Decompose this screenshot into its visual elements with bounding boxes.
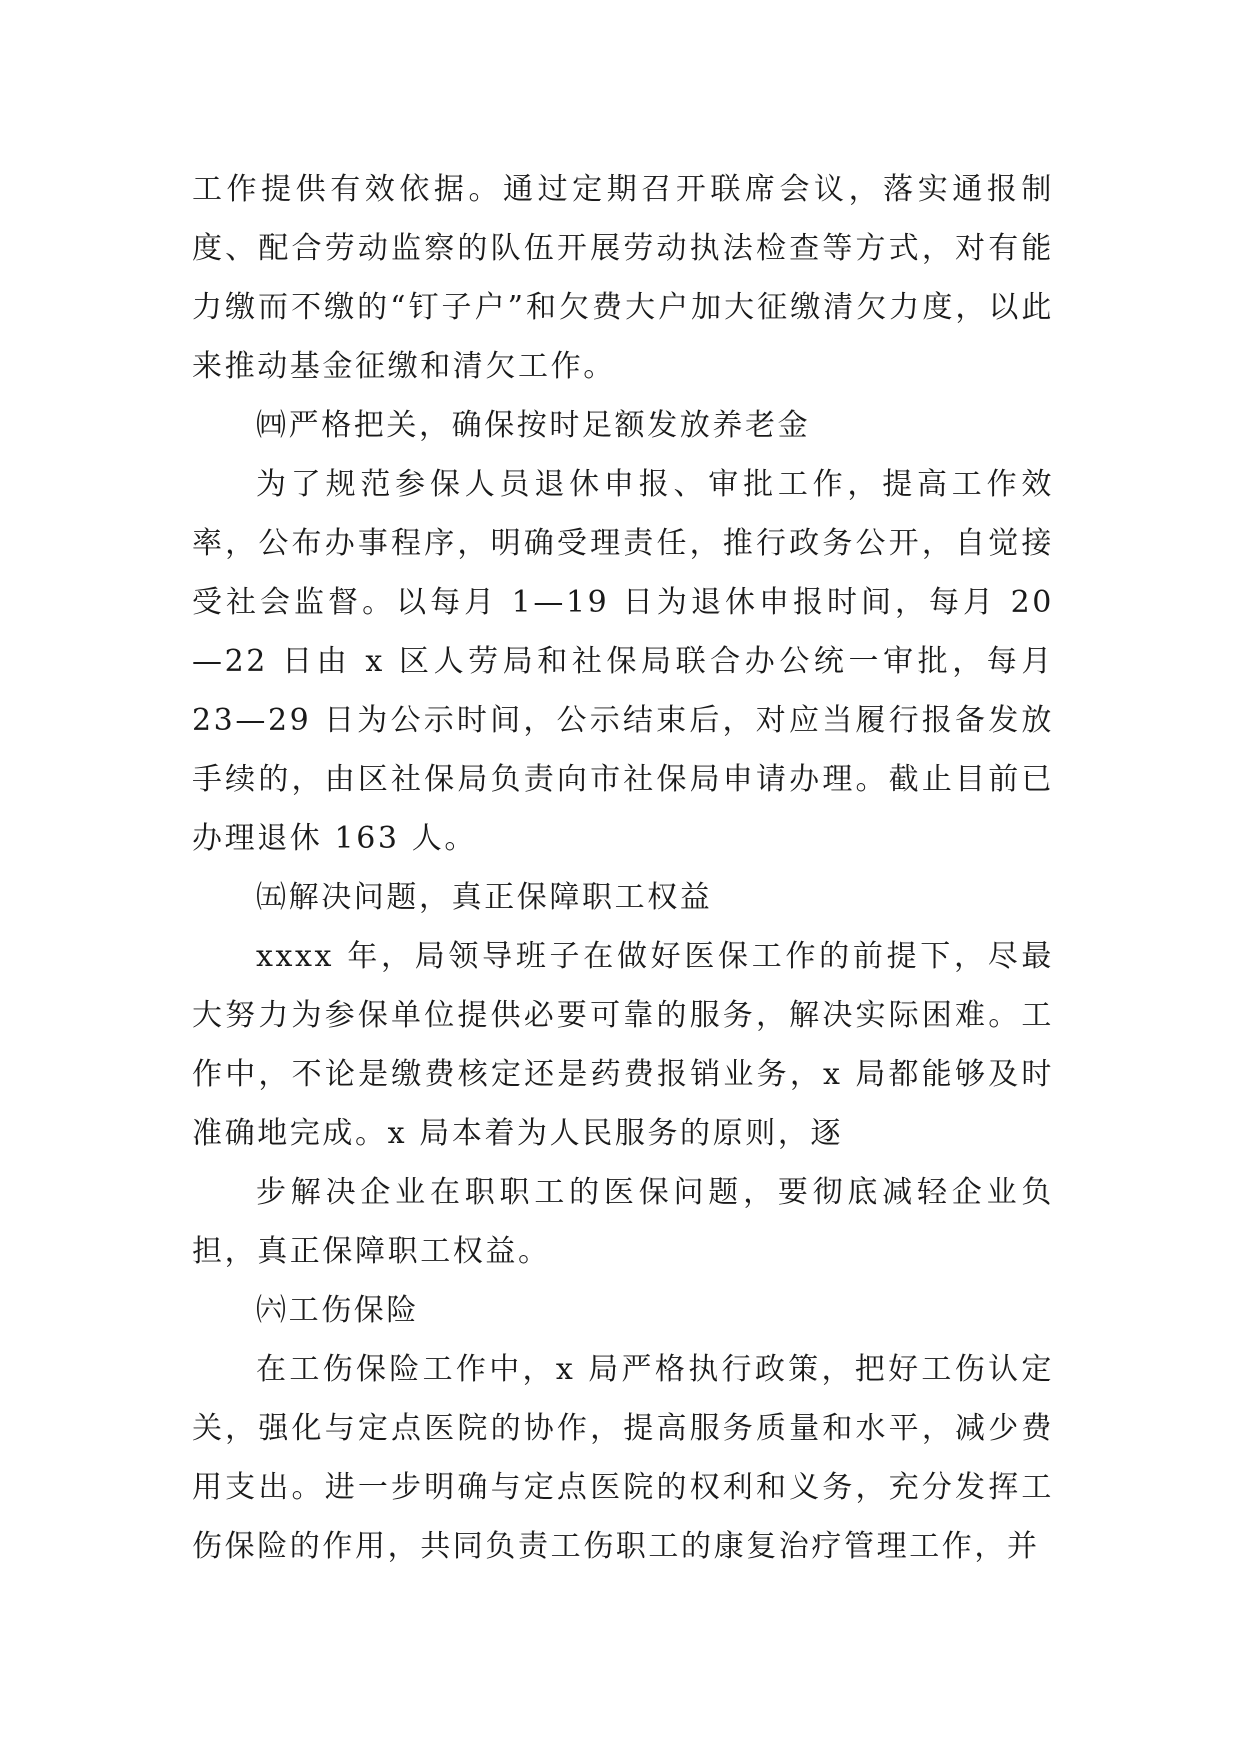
paragraph-fund-collection: 工作提供有效依据。通过定期召开联席会议，落实通报制度、配合劳动监察的队伍开展劳动执法检查等方式，对有能力缴而不缴的“钉子户”和欠费大户加大征缴清欠力度，以此来推动基金征缴和清欠工作。 xyxy=(192,172,1054,384)
paragraph-medical-insurance-cont: 步解决企业在职职工的医保问题，要彻底减轻企业负担，真正保障职工权益。 xyxy=(192,1175,1054,1269)
document-body xyxy=(192,160,1054,1576)
paragraph-medical-insurance: xxxx 年，局领导班子在做好医保工作的前提下，尽最大努力为参保单位提供必要可靠的服务，解决实际困难。工作中，不论是缴费核定还是药费报销业务，x 局都能够及时准确地完成。x 局本着为人民服务的原则，逐 xyxy=(192,939,1054,1151)
section-heading-4: ㈣严格把关，确保按时足额发放养老金 xyxy=(256,408,811,443)
section-heading-5: ㈤解决问题，真正保障职工权益 xyxy=(256,880,713,915)
section-heading-6: ㈥工伤保险 xyxy=(256,1293,419,1328)
paragraph-retirement-approval: 为了规范参保人员退休申报、审批工作，提高工作效率，公布办事程序，明确受理责任，推行政务公开，自觉接受社会监督。以每月 1—19 日为退休申报时间，每月 20—22 日由 x 区人劳局和社保局联合办公统一审批，每月 23—29 日为公示时间，公示结束后，对应当履行报备发放手续的，由区社保局负责向市社保局申请办理。截止目前已办理退休 163 人。 xyxy=(192,467,1054,856)
paragraph-injury-insurance: 在工伤保险工作中，x 局严格执行政策，把好工伤认定关，强化与定点医院的协作，提高服务质量和水平，减少费用支出。进一步明确与定点医院的权利和义务，充分发挥工伤保险的作用，共同负责工伤职工的康复治疗管理工作，并 xyxy=(192,1352,1054,1564)
